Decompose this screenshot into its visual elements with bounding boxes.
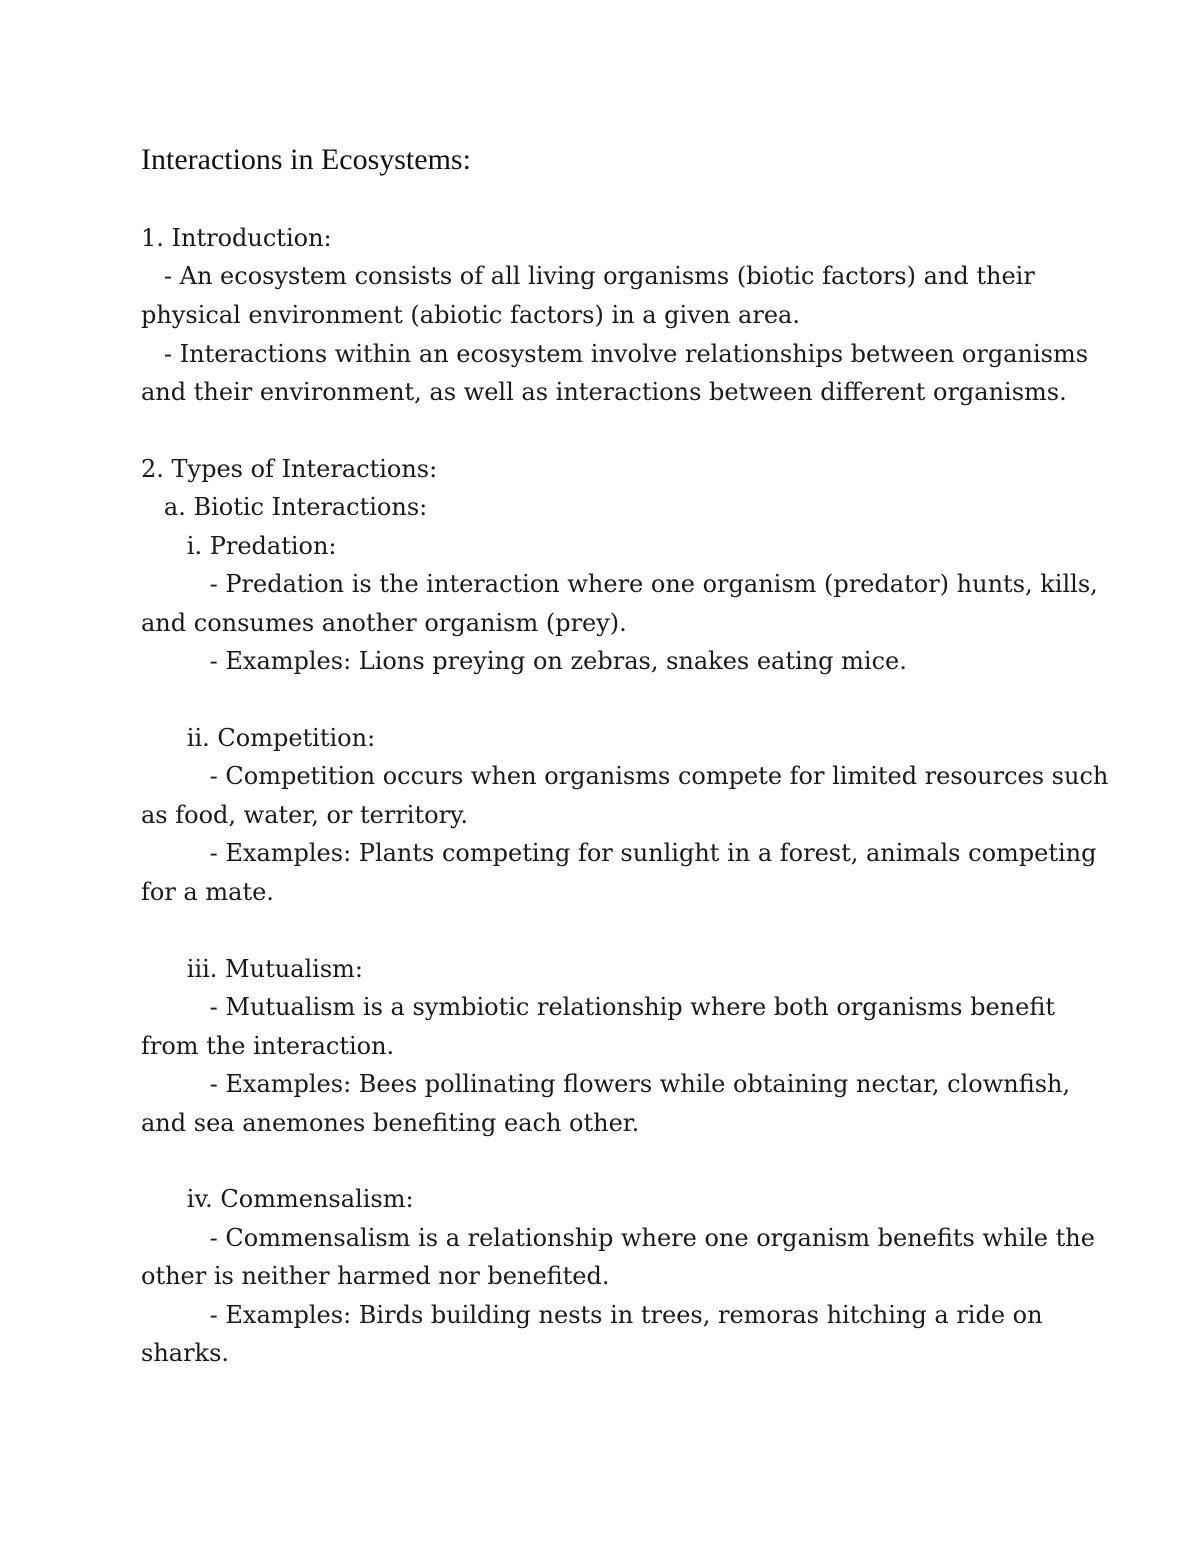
text-line: sharks.	[141, 1339, 230, 1367]
text-line: from the interaction.	[141, 1032, 395, 1060]
text-line: - Predation is the interaction where one organism (predator) hunts, kills,	[141, 570, 1098, 598]
text-line: - Examples: Lions preying on zebras, snakes eating mice.	[141, 647, 907, 675]
text-line: as food, water, or territory.	[141, 801, 469, 829]
text-line: - Competition occurs when organisms compete for limited resources such	[141, 762, 1109, 790]
text-line: - Commensalism is a relationship where one organism benefits while the	[141, 1224, 1095, 1252]
item-heading-predation: i. Predation:	[141, 532, 337, 560]
text-line: and sea anemones benefiting each other.	[141, 1109, 640, 1137]
text-line: - Examples: Birds building nests in trees, remoras hitching a ride on	[141, 1301, 1043, 1329]
section-heading-types: 2. Types of Interactions:	[141, 455, 438, 483]
item-heading-competition: ii. Competition:	[141, 724, 376, 752]
text-line: - Interactions within an ecosystem involve relationships between organisms	[141, 340, 1089, 368]
text-line: - Examples: Bees pollinating flowers while obtaining nectar, clownfish,	[141, 1070, 1071, 1098]
section-heading-introduction: 1. Introduction:	[141, 224, 332, 252]
subsection-heading-biotic: a. Biotic Interactions:	[141, 493, 428, 521]
item-heading-mutualism: iii. Mutualism:	[141, 955, 364, 983]
text-line: and their environment, as well as interactions between different organisms.	[141, 378, 1067, 406]
text-line: for a mate.	[141, 878, 274, 906]
document-title: Interactions in Ecosystems:	[141, 143, 471, 176]
text-line: other is neither harmed nor benefited.	[141, 1262, 610, 1290]
text-line: and consumes another organism (prey).	[141, 609, 627, 637]
item-heading-commensalism: iv. Commensalism:	[141, 1185, 414, 1213]
text-line: - An ecosystem consists of all living organisms (biotic factors) and their	[141, 262, 1035, 290]
text-line: physical environment (abiotic factors) in a given area.	[141, 301, 800, 329]
text-line: - Examples: Plants competing for sunlight in a forest, animals competing	[141, 839, 1097, 867]
text-line: - Mutualism is a symbiotic relationship where both organisms benefit	[141, 993, 1055, 1021]
